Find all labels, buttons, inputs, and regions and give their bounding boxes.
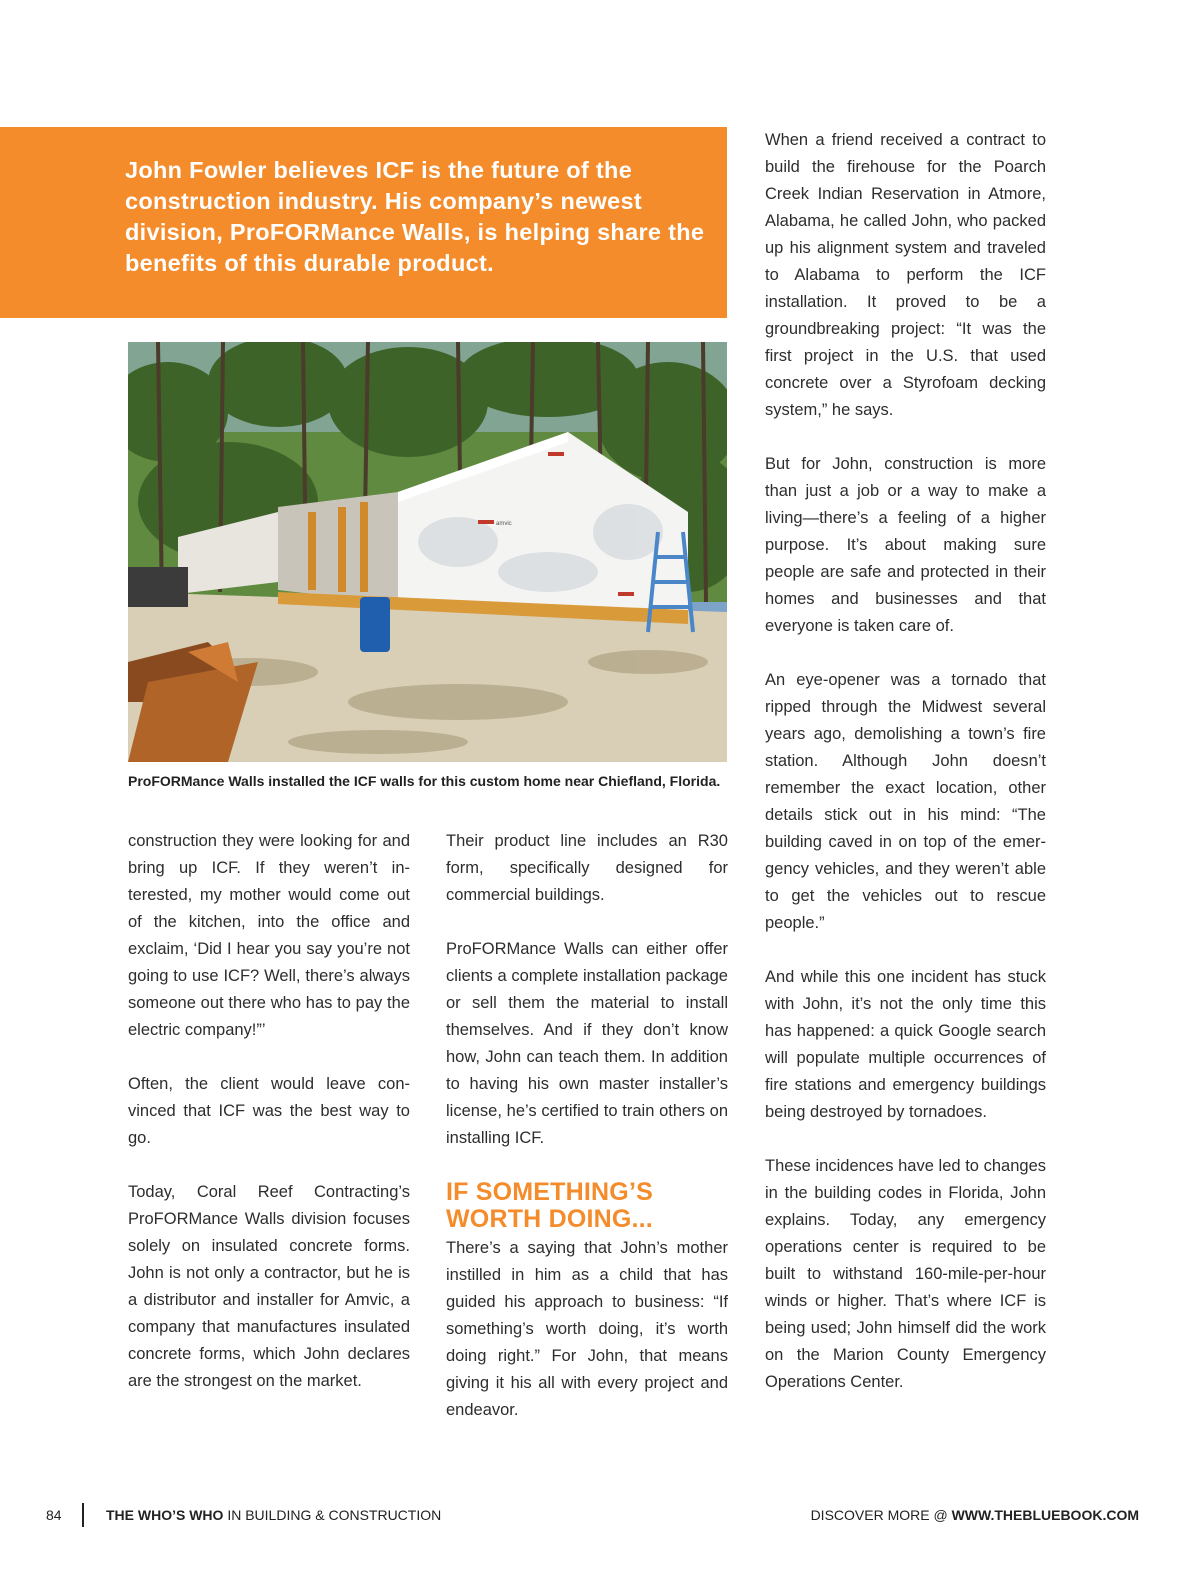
paragraph: construction they were looking for and bring up ICF. If they weren’t interested, my mother would come out of the kitchen, into the office and exclaim, ‘Did I hear you say you’re not going to use ICF? Well, there’s always someone out there who has to pay the electric company!”’ <box>128 832 410 1039</box>
page-footer <box>0 1500 1200 1532</box>
paragraph: And while this one incident has stuck with John, it’s not the only time this has happened: a quick Google search will populate multiple occurrences of fire stations and emergency buildings being destroyed by tornadoes. <box>765 968 1046 1121</box>
paragraph: Today, Coral Reef Contracting’s ProFORMance Walls division focuses solely on insulated concrete forms. John is not only a contractor, but he is a distributor and installer for Amvic, a company that manufactures insulated concrete forms, which John declares are the strongest on the market. <box>128 1183 410 1390</box>
paragraph: ProFORMance Walls can either offer clients a complete installation package or sell them the material to install themselves. And if they don’t know how, John can teach them. In addition to having his own master installer’s license, he’s certified to train others on installing ICF. <box>446 940 728 1147</box>
page-number: 84 <box>46 1507 62 1523</box>
article-column-3 <box>765 127 1046 1423</box>
section-heading-line-1: IF SOMETHING’S <box>446 1178 653 1206</box>
paragraph: These incidences have led to changes in the building codes in Florida, John explains. Today, any emergency operations center is required to be built to withstand 160-mile-per-hour winds or higher. That’s where ICF is being used; John himself did the work on the Marion County Emergency Operations Center. <box>765 1157 1046 1391</box>
section-heading <box>446 1179 728 1233</box>
discover-label: DISCOVER MORE @ <box>810 1507 952 1523</box>
pullquote-text: John Fowler believes ICF is the future of the construction industry. His company’s newest division, ProFORMance Walls, is helping share the benefits of this durable product. <box>125 157 705 276</box>
section-heading-line-2: WORTH DOING... <box>446 1205 653 1233</box>
article-column-1 <box>128 828 410 1422</box>
photo-caption: ProFORMance Walls installed the ICF walls for this custom home near Chiefland, Florida. <box>128 773 721 789</box>
pullquote-banner <box>0 127 727 318</box>
publication-title-rest: IN BUILDING & CONSTRUCTION <box>223 1507 442 1523</box>
publication-title-bold: THE WHO’S WHO <box>106 1507 224 1523</box>
paragraph: Their product line includes an R30 form, specifically designed for commercial buildings. <box>446 832 728 904</box>
construction-photo <box>128 342 727 762</box>
discover-more <box>811 1507 1139 1523</box>
brand-label: amvic <box>496 521 512 527</box>
paragraph: When a friend received a contract to build the firehouse for the Poarch Creek Indian Reservation in Atmore, Alabama, he called John, who packed up his alignment system and traveled to Alabama to perform the ICF installation. It proved to be a groundbreaking project: “It was the first project in the U.S. that used concrete over a Styrofoam decking system,” he says. <box>765 131 1046 419</box>
paragraph: An eye-opener was a tornado that ripped through the Midwest several years ago, demolishing a town’s fire station. Although John doesn’t remember the exact location, other details stick out in his mind: “The building caved in on top of the emergency vehicles, and they weren’t able to get the vehicles out to rescue people.” <box>765 671 1046 932</box>
article-column-2 <box>446 828 728 1451</box>
discover-url-link[interactable]: WWW.THEBLUEBOOK.COM <box>951 1507 1139 1523</box>
paragraph: There’s a saying that John’s mother instilled in him as a child that has guided his approach to business: “If something’s worth doing, it’s worth doing right.” For John, that means giving it his all with every project and endeavor. <box>446 1239 728 1419</box>
paragraph: Often, the client would leave convinced that ICF was the best way to go. <box>128 1075 410 1147</box>
paragraph: But for John, construction is more than just a job or a way to make a living—there’s a feeling of a higher purpose. It’s about making sure people are safe and protected in their homes and businesses and that everyone is taken care of. <box>765 455 1046 635</box>
publication-title <box>106 1507 441 1523</box>
footer-divider <box>82 1503 84 1527</box>
